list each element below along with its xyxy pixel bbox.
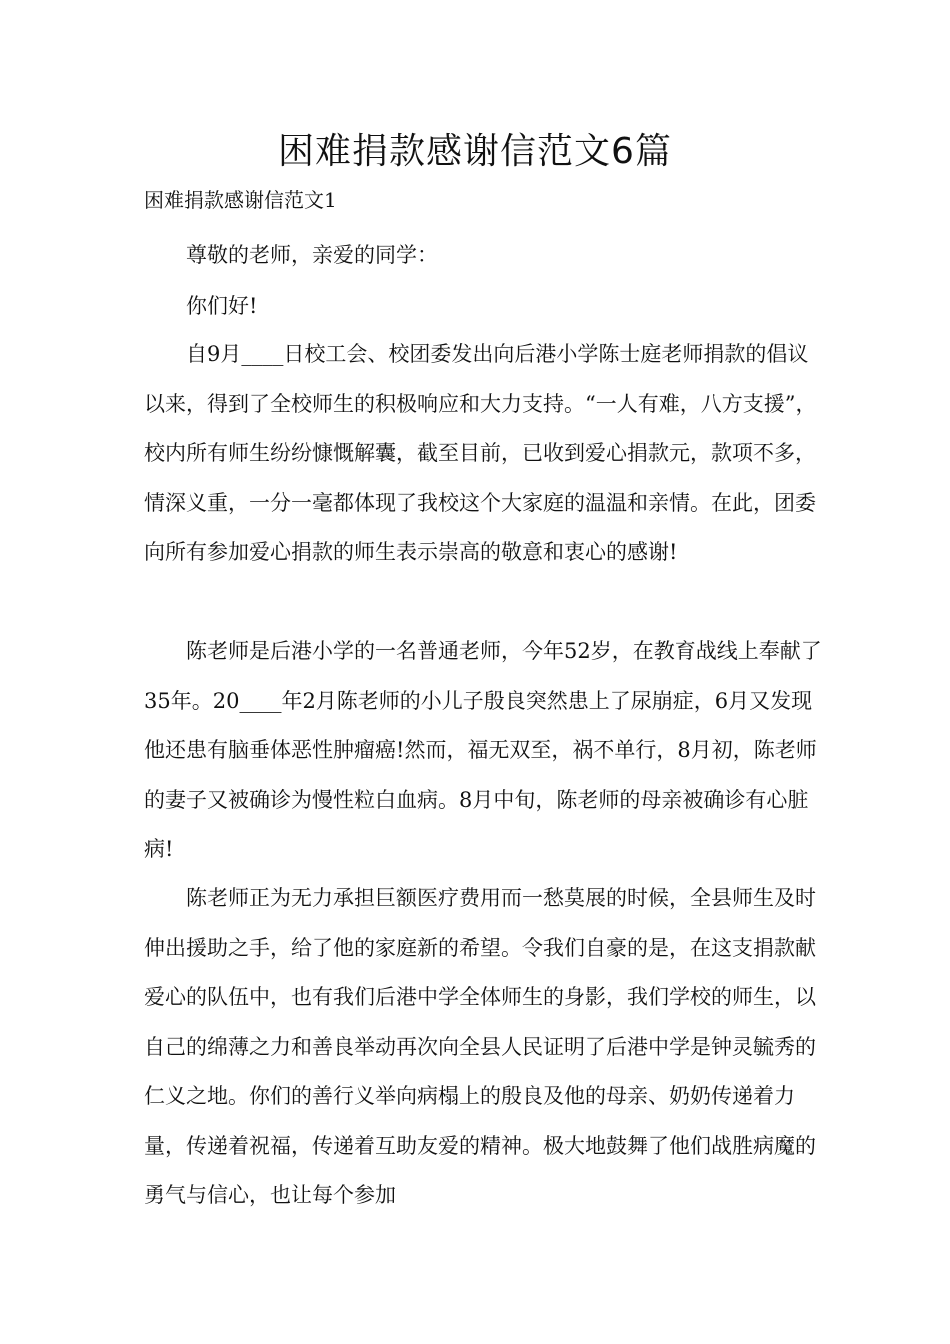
greeting-line: 你们好!: [186, 294, 258, 318]
body-paragraph: 自9月____日校工会、校团委发出向后港小学陈士庭老师捐款的倡议以来，得到了全校师生的积极响应和大力支持。“一人有难，八方支援”，校内所有师生纷纷慷慨解囊，截至目前，已收到爱心捐款元，款项不多，情深义重，一分一毫都体现了我校这个大家庭的温温和亲情。在此，团委向所有参加爱心捐款的师生表示崇高的敬意和衷心的感谢!: [144, 342, 817, 564]
salutation: 尊敬的老师，亲爱的同学：: [186, 243, 438, 267]
section-heading: 困难捐款感谢信范文1: [144, 188, 337, 212]
body-paragraph: 陈老师正为无力承担巨额医疗费用而一愁莫展的时候，全县师生及时伸出援助之手，给了他的家庭新的希望。令我们自豪的是，在这支捐款献爱心的队伍中，也有我们后港中学全体师生的身影，我们学校的师生，以自己的绵薄之力和善良举动再次向全县人民证明了后港中学是钟灵毓秀的仁义之地。你们的善行义举向病榻上的殷良及他的母亲、奶奶传递着力量，传递着祝福，传递着互助友爱的精神。极大地鼓舞了他们战胜病魔的勇气与信心，也让每个参加: [144, 886, 816, 1207]
document-title: 困难捐款感谢信范文6篇: [278, 131, 672, 172]
body-paragraph: 陈老师是后港小学的一名普通老师，今年52岁，在教育战线上奉献了35年。20____年2月陈老师的小儿子殷良突然患上了尿崩症，6月又发现他还患有脑垂体恶性肿瘤癌!然而，福无双至，祸不单行，8月初，陈老师的妻子又被确诊为慢性粒白血病。8月中旬，陈老师的母亲被确诊有心脏病!: [144, 639, 822, 861]
